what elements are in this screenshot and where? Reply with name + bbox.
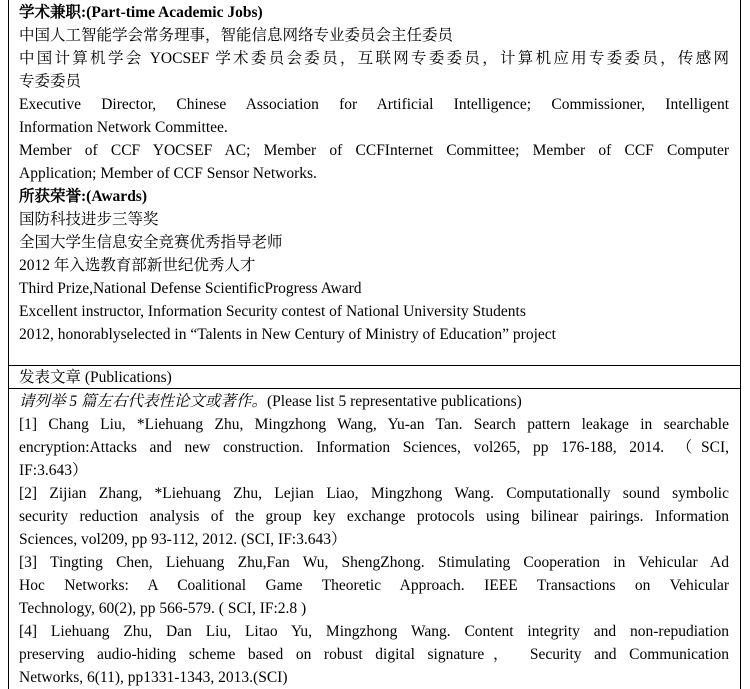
publication-line: Networks, 6(11), pp1331-1343, 2013.(SCI) bbox=[19, 669, 288, 686]
jobs-line: Information Network Committee. bbox=[19, 119, 228, 136]
awards-line: 全国大学生信息安全竞赛优秀指导老师 bbox=[19, 234, 283, 251]
publication-line: [1] Chang Liu, *Liehuang Zhu, Mingzhong Wang, Yu-an Tan. Search pattern leakage in searchable bbox=[19, 416, 729, 433]
publication-line: [4] Liehuang Zhu, Dan Liu, Litao Yu, Mingzhong Wang. Content integrity and non-repudiation bbox=[19, 623, 729, 640]
awards-line: 2012 年入选教育部新世纪优秀人才 bbox=[19, 257, 256, 274]
publication-line: IF:3.643） bbox=[19, 462, 88, 479]
jobs-heading: 学术兼职:(Part-time Academic Jobs) bbox=[19, 4, 263, 21]
publication-line: Hoc Networks: A Coalitional Game Theoretic Approach. IEEE Transactions on Vehicular bbox=[19, 577, 729, 594]
jobs-line: Application; Member of CCF Sensor Networks. bbox=[19, 165, 317, 182]
instruction-en: (Please list 5 representative publications) bbox=[267, 393, 522, 410]
jobs-awards-cell bbox=[9, 0, 740, 366]
publication-line: encryption:Attacks and new construction. Information Sciences, vol265, pp 176-188, 2014. （SCI, bbox=[19, 439, 729, 456]
publications-instruction bbox=[19, 390, 729, 413]
awards-line: 国防科技进步三等奖 bbox=[19, 211, 159, 228]
awards-heading: 所获荣誉:(Awards) bbox=[19, 188, 148, 205]
publications-header-cell bbox=[9, 366, 740, 389]
cv-table bbox=[8, 0, 741, 689]
instruction-cn: 请列举 5 篇左右代表性论文或著作。 bbox=[19, 393, 268, 410]
awards-line: Excellent instructor, Information Security contest of National University Students bbox=[19, 303, 526, 320]
awards-line: Third Prize,National Defense ScientificProgress Award bbox=[19, 280, 362, 297]
jobs-line: 中国人工智能学会常务理事，智能信息网络专业委员会主任委员 bbox=[19, 27, 454, 44]
publication-line: [3] Tingting Chen, Liehuang Zhu,Fan Wu, ShengZhong. Stimulating Cooperation in Vehicular Ad bbox=[19, 554, 729, 571]
jobs-line: Member of CCF YOCSEF AC; Member of CCFInternet Committee; Member of CCF Computer bbox=[19, 142, 729, 159]
jobs-line: Executive Director, Chinese Association for Artificial Intelligence; Commissioner, Intelligent bbox=[19, 96, 729, 113]
publication-line: Technology, 60(2), pp 566-579. ( SCI, IF:2.8 ) bbox=[19, 600, 307, 617]
publication-line: security reduction analysis of the group key exchange protocols using bilinear pairings. Information bbox=[19, 508, 729, 525]
jobs-line: 中国计算机学会 YOCSEF 学术委员会委员，互联网专委委员，计算机应用专委委员，传感网 bbox=[19, 50, 729, 67]
publications-heading: 发表文章 (Publications) bbox=[19, 369, 172, 386]
awards-line: 2012, honorablyselected in “Talents in New Century of Ministry of Education” project bbox=[19, 326, 556, 343]
publication-line: Sciences, vol209, pp 93-112, 2012. (SCI, IF:3.643） bbox=[19, 531, 347, 548]
publication-line: [2] Zijian Zhang, *Liehuang Zhu, Lejian Liao, Mingzhong Wang. Computationally sound symbolic bbox=[19, 485, 729, 502]
publication-line: preserving audio-hiding scheme based on robust digital signature， Security and Communication bbox=[19, 646, 729, 663]
jobs-line: 专委委员 bbox=[19, 73, 82, 90]
publications-cell bbox=[9, 389, 740, 689]
